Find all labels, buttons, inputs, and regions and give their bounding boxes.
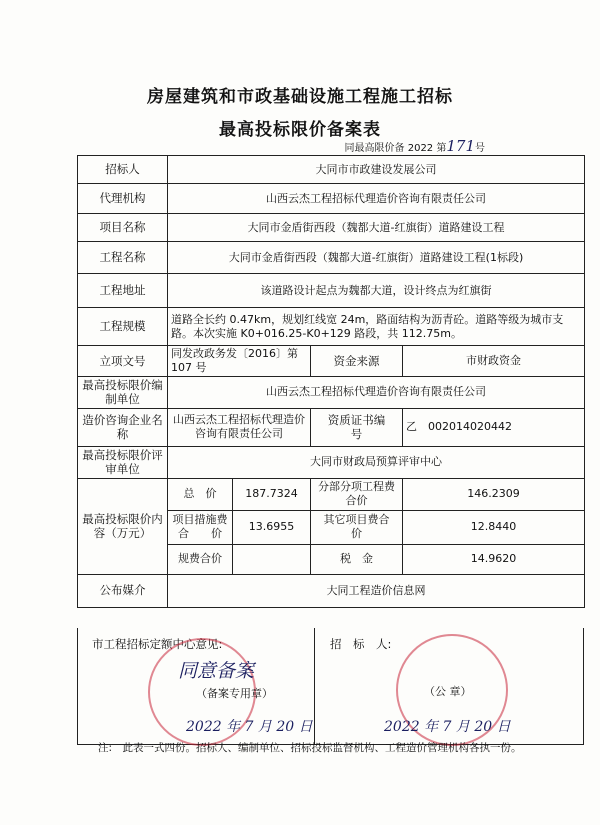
tenderer-label: 招标人 [78, 156, 168, 184]
fee-label: 规费合价 [168, 544, 233, 574]
cert-label: 资质证书编 号 [311, 408, 403, 446]
footnote: 注: 此表一式四份。招标人、编制单位、招标投标监督机构、工程造价管理机构各执一份。 [98, 742, 522, 754]
project-name-label: 项目名称 [78, 214, 168, 242]
works-address-label: 工程地址 [78, 274, 168, 308]
filing-number-value: 171 [446, 137, 475, 155]
filing-number-prefix: 同最高限价备 2022 第 [344, 143, 447, 154]
tenderer-date: 2022 年 7 月 20 日 [384, 719, 511, 735]
measure-value: 13.6955 [233, 510, 311, 544]
fee-value [233, 544, 311, 574]
compiler-label: 最高投标限价编制单位 [78, 376, 168, 408]
center-date: 2022 年 7 月 20 日 [186, 719, 313, 735]
fund-source-value: 市财政资金 [403, 346, 585, 377]
media-value: 大同工程造价信息网 [168, 574, 585, 607]
tenderer-sign-label: 招 标 人: [330, 637, 392, 651]
fund-source-label: 资金来源 [311, 346, 403, 377]
tenderer-stamp-note: （公 章） [424, 685, 472, 698]
consultant-label: 造价咨询企业名称 [78, 408, 168, 446]
other-value: 12.8440 [403, 510, 585, 544]
project-name-value: 大同市金盾街西段（魏都大道-红旗街）道路建设工程 [168, 214, 585, 242]
form-subtitle: 最高投标限价备案表 [219, 120, 381, 140]
works-name-value: 大同市金盾街西段（魏都大道-红旗街）道路建设工程(1标段) [168, 242, 585, 274]
agency-label: 代理机构 [78, 184, 168, 214]
filing-number-suffix: 号 [475, 143, 485, 154]
approval-label: 立项文号 [78, 346, 168, 377]
filing-number [345, 137, 485, 155]
cert-value: 乙 002014020442 [403, 408, 585, 446]
works-name-label: 工程名称 [78, 242, 168, 274]
compiler-value: 山西云杰工程招标代理造价咨询有限责任公司 [168, 376, 585, 408]
center-opinion-handwriting: 同意备案 [178, 660, 255, 682]
works-address-value: 该道路设计起点为魏都大道，设计终点为红旗街 [168, 274, 585, 308]
approval-value: 同发改政务发〔2016〕第 107 号 [168, 346, 311, 377]
center-opinion-label: 市工程招标定额中心意见: [92, 637, 223, 651]
tax-label: 税 金 [311, 544, 403, 574]
agency-value: 山西云杰工程招标代理造价咨询有限责任公司 [168, 184, 585, 214]
filing-table [77, 155, 585, 608]
price-label: 最高投标限价内容（万元） [78, 478, 168, 574]
total-value: 187.7324 [233, 478, 311, 510]
consultant-value: 山西云杰工程招标代理造价咨询有限责任公司 [168, 408, 311, 446]
reviewer-label: 最高投标限价评审单位 [78, 446, 168, 478]
tenderer-value: 大同市市政建设发展公司 [168, 156, 585, 184]
sub-label: 分部分项工程费合价 [311, 478, 403, 510]
other-label: 其它项目费合 价 [311, 510, 403, 544]
center-stamp-note: （备案专用章） [196, 687, 273, 700]
measure-label: 项目措施费合 价 [168, 510, 233, 544]
reviewer-value: 大同市财政局预算评审中心 [168, 446, 585, 478]
form-title: 房屋建筑和市政基础设施工程施工招标 [147, 87, 453, 107]
sub-value: 146.2309 [403, 478, 585, 510]
total-label: 总 价 [168, 478, 233, 510]
tax-value: 14.9620 [403, 544, 585, 574]
signature-area [77, 628, 584, 745]
works-scale-value: 道路全长约 0.47km，规划红线宽 24m，路面结构为沥青砼。道路等级为城市支路。本次实施 K0+016.25-K0+129 路段，共 112.75m。 [168, 308, 585, 346]
signature-divider [314, 628, 315, 744]
media-label: 公布媒介 [78, 574, 168, 607]
works-scale-label: 工程规模 [78, 308, 168, 346]
